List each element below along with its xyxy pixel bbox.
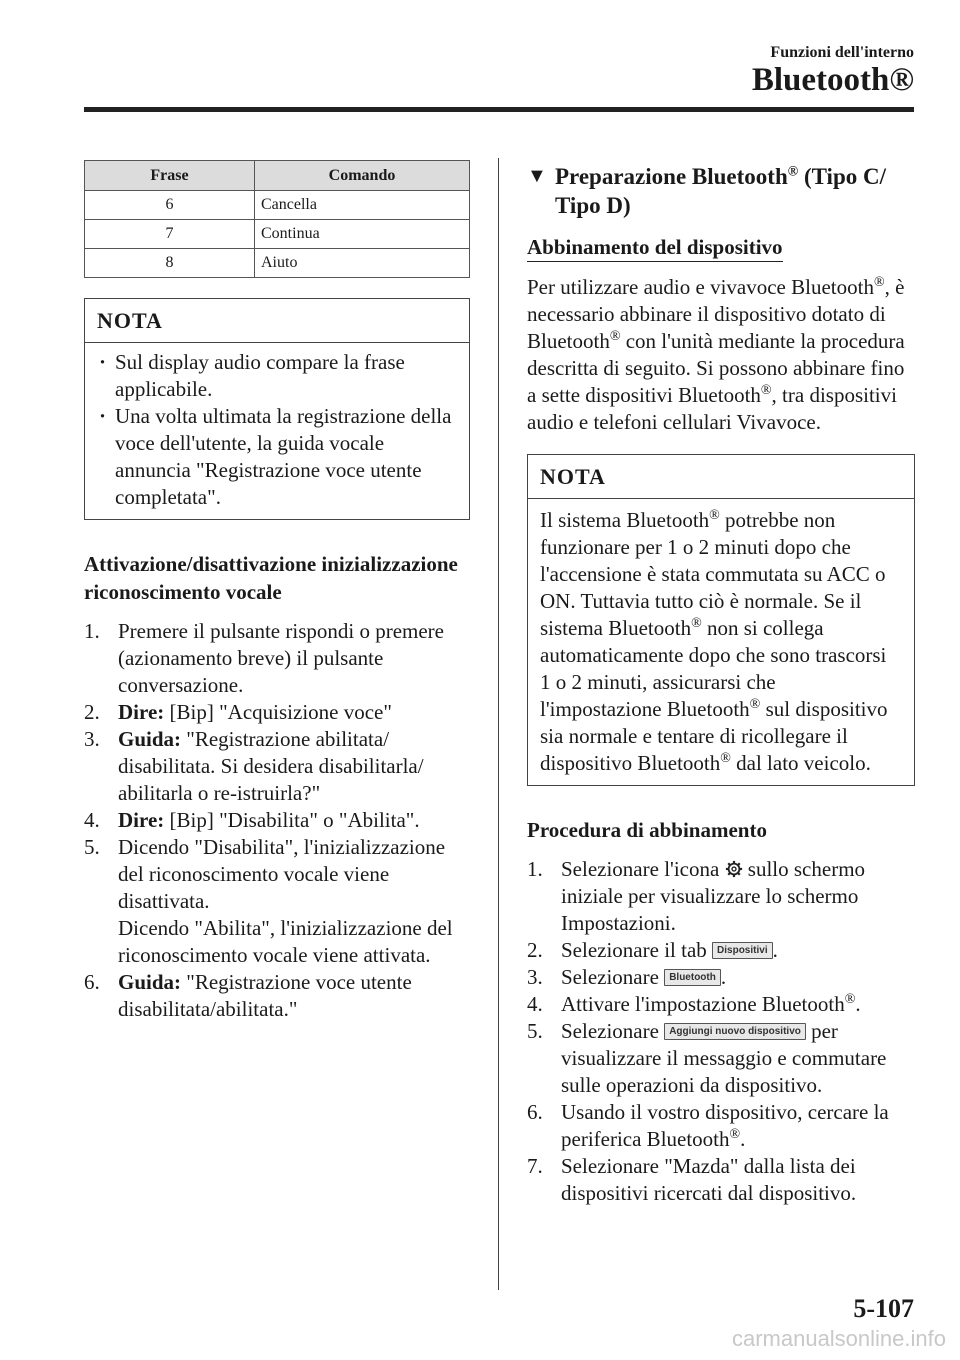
pairing-procedure-subhead: Procedura di abbinamento <box>527 818 767 842</box>
registered-mark: ® <box>691 616 702 631</box>
registered-mark: ® <box>787 164 799 180</box>
note-text: potrebbe non funzionare per 1 o 2 minuti dopo che l'accensione è stata commutata su ACC o ON. Tuttavia tutto ciò è normale. Se il sistema Bluetooth <box>540 508 886 640</box>
step-number: 4. <box>84 808 100 832</box>
left-column <box>84 160 470 1023</box>
step-text: . <box>720 965 727 989</box>
table-row <box>85 249 470 278</box>
section-title-text: Preparazione Bluetooth <box>555 164 788 189</box>
step-text: Selezionare <box>561 1019 665 1043</box>
table-cell-command: Cancella <box>255 191 470 220</box>
step-item <box>84 699 470 726</box>
step-number: 7. <box>527 1154 543 1178</box>
step-number: 6. <box>84 970 100 994</box>
note-body <box>528 499 914 785</box>
step-text: Dicendo "Disabilita", l'inizializzazione del riconoscimento vocale viene disattivata. <box>118 835 446 913</box>
section-title-suffix: (Tipo C/ Tipo D) <box>555 164 886 218</box>
registered-mark: ® <box>844 992 856 1007</box>
step-item <box>527 1099 915 1153</box>
note-box-1 <box>84 298 470 520</box>
voice-init-subhead: Attivazione/disattivazione inizializzazione riconoscimento vocale <box>84 552 458 604</box>
section-title <box>527 162 915 220</box>
registered-mark: ® <box>720 751 731 766</box>
step-number: 6. <box>527 1100 543 1124</box>
step-number: 5. <box>84 835 100 859</box>
step-item <box>527 937 915 964</box>
pairing-underhead: Abbinamento del dispositivo <box>527 234 783 262</box>
note-item: · Sul display audio compare la frase applicabile. <box>97 349 457 403</box>
step-text: Selezionare "Mazda" dalla lista dei dispositivi ricercati dal dispositivo. <box>561 1154 857 1205</box>
step-text: Selezionare l'icona <box>561 857 725 881</box>
step-number: 1. <box>527 857 543 881</box>
running-header-title: Bluetooth® <box>751 62 914 98</box>
column-divider <box>498 158 499 1290</box>
step-text: Selezionare il tab <box>561 938 713 962</box>
right-column <box>527 162 915 1207</box>
step-item <box>527 1153 915 1207</box>
watermark: carmanualsonline.info <box>731 1326 946 1351</box>
voice-command-table <box>84 160 470 278</box>
step-text: . <box>855 992 861 1016</box>
intro-text: Per utilizzare audio e vivavoce Bluetooth <box>527 275 874 299</box>
intro-text: , è necessario abbinare il dispositivo dotato di Bluetooth <box>527 275 905 353</box>
voice-init-steps <box>84 618 470 1023</box>
step-text: [Bip] "Disabilita" o "Abilita". <box>164 808 420 832</box>
step-text: [Bip] "Acquisizione voce" <box>164 700 392 724</box>
table-cell-number: 7 <box>85 220 255 249</box>
step-number: 3. <box>84 727 100 751</box>
underhead-wrap <box>527 234 915 262</box>
note-text: non si collega automaticamente dopo che sono trascorsi 1 o 2 minuti, assicurarsi che l'impostazione Bluetooth <box>540 616 887 721</box>
step-item <box>84 834 470 969</box>
bluetooth-button-chip: Bluetooth <box>664 969 721 986</box>
table-cell-command: Continua <box>255 220 470 249</box>
table-row <box>85 191 470 220</box>
step-label: Guida: <box>118 727 182 751</box>
note-title: NOTA <box>85 299 469 343</box>
step-label: Dire: <box>118 808 165 832</box>
registered-mark: ® <box>709 508 720 523</box>
step-text: Premere il pulsante rispondi o premere (azionamento breve) il pulsante conversazione. <box>118 619 444 697</box>
note-item: · Una volta ultimata la registrazione della voce dell'utente, la guida vocale annuncia "Registrazione voce utente completata". <box>97 403 457 511</box>
step-text: . <box>740 1127 746 1151</box>
table-header-row <box>85 161 470 191</box>
step-label: Guida: <box>118 970 182 994</box>
table-cell-command: Aiuto <box>255 249 470 278</box>
add-new-device-chip: Aggiungi nuovo dispositivo <box>664 1023 806 1040</box>
step-text: "Registrazione abilitata/ disabilitata. Si desidera disabilitarla/ abilitarla o re-istruirla?" <box>118 727 424 805</box>
registered-mark: ® <box>873 275 885 290</box>
step-text-continued: Dicendo "Abilita", l'inizializzazione del riconoscimento vocale viene attivata. <box>118 916 453 967</box>
step-number: 2. <box>84 700 100 724</box>
step-text: Usando il vostro dispositivo, cercare la periferica Bluetooth <box>561 1100 889 1151</box>
step-item <box>84 969 470 1023</box>
step-label: Dire: <box>118 700 165 724</box>
intro-text: con l'unità mediante la procedura descritta di seguito. Si possono abbinare fino a sette dispositivi Bluetooth <box>527 329 905 407</box>
devices-tab-chip: Dispositivi <box>712 942 773 959</box>
table-header-command: Comando <box>255 161 470 191</box>
note-text: sul dispositivo sia normale e tentare di ricollegare il dispositivo Bluetooth <box>540 697 888 775</box>
note-text: Il sistema Bluetooth <box>540 508 710 532</box>
intro-text: , tra dispositivi audio e telefoni cellulari Vivavoce. <box>527 383 897 434</box>
step-text: "Registrazione voce utente disabilitata/abilitata." <box>118 970 412 1021</box>
note-body <box>85 343 469 519</box>
table-cell-number: 6 <box>85 191 255 220</box>
running-header-section: Funzioni dell'interno <box>770 44 914 61</box>
table-row <box>85 220 470 249</box>
step-number: 3. <box>527 965 543 989</box>
header-rule <box>84 107 914 112</box>
step-item <box>527 964 915 991</box>
page-number: 5-107 <box>853 1294 914 1323</box>
triangle-marker-icon: ▼ <box>527 165 547 187</box>
pairing-steps <box>527 856 915 1207</box>
note-box-2 <box>527 454 915 786</box>
step-number: 2. <box>527 938 543 962</box>
step-text: Attivare l'impostazione Bluetooth <box>561 992 845 1016</box>
step-item <box>527 856 915 937</box>
note-title: NOTA <box>528 455 914 499</box>
settings-gear-icon <box>725 860 743 878</box>
step-text: per visualizzare il messaggio e commutare sulle operazioni da dispositivo. <box>561 1019 887 1097</box>
step-text: Selezionare <box>561 965 665 989</box>
step-number: 5. <box>527 1019 543 1043</box>
step-item <box>527 1018 915 1099</box>
step-number: 1. <box>84 619 100 643</box>
registered-mark: ® <box>760 383 772 398</box>
table-header-phrase: Frase <box>85 161 255 191</box>
step-text: . <box>772 938 778 962</box>
table-cell-number: 8 <box>85 249 255 278</box>
step-item <box>84 726 470 807</box>
step-text: sullo schermo iniziale per visualizzare lo schermo Impostazioni. <box>561 857 866 935</box>
step-item <box>84 618 470 699</box>
registered-mark: ® <box>749 697 761 712</box>
step-item <box>84 807 470 834</box>
step-number: 4. <box>527 992 543 1016</box>
registered-mark: ® <box>609 329 621 344</box>
intro-paragraph <box>527 274 915 436</box>
registered-mark: ® <box>729 1127 741 1142</box>
note-text: dal lato veicolo. <box>730 751 871 775</box>
step-item <box>527 991 915 1018</box>
